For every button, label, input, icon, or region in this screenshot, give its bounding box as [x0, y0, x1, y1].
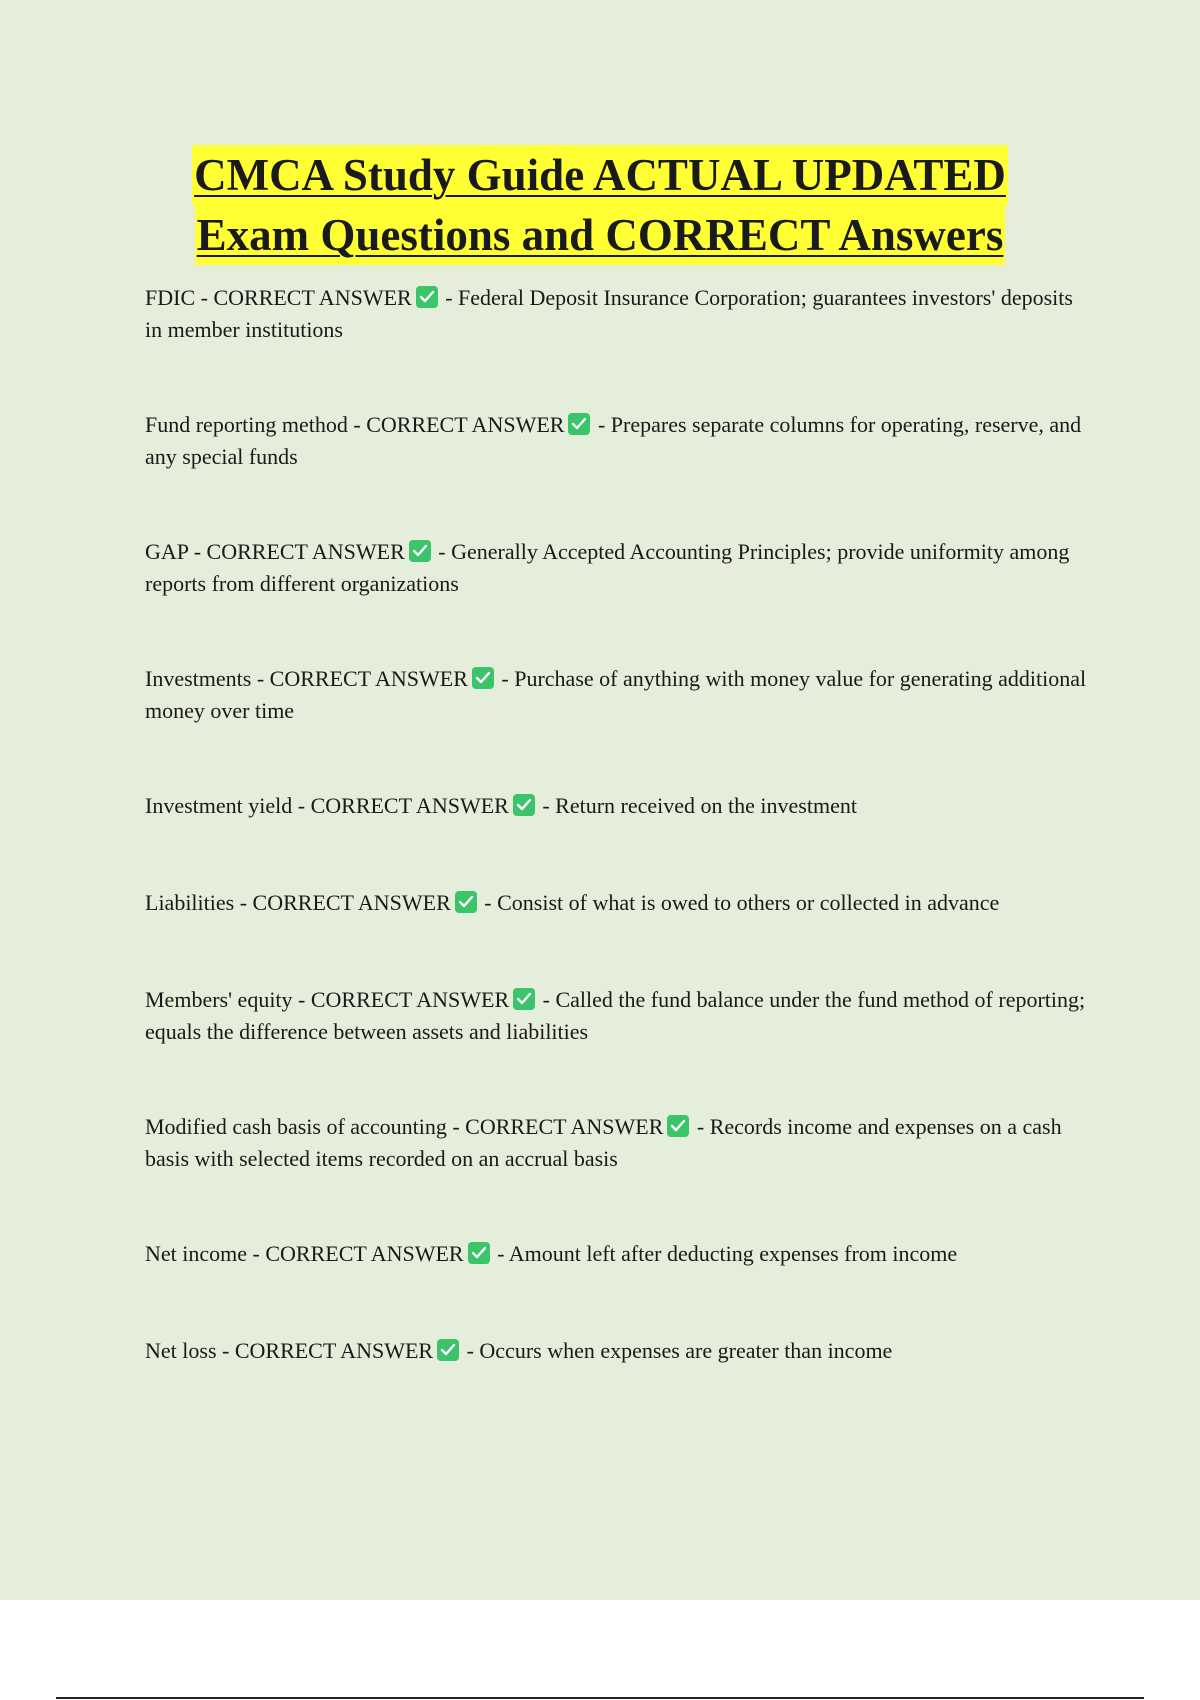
qa-entry: Members' equity - CORRECT ANSWER - Called the fund balance under the fund method of reporting; equals the difference between assets and liabilities — [145, 987, 1086, 1044]
answer-marker: CORRECT ANSWER — [269, 666, 468, 691]
entry-definition: Occurs when expenses are greater than income — [479, 1338, 893, 1363]
answer-marker: CORRECT ANSWER — [366, 412, 565, 437]
check-mark-icon — [667, 1115, 689, 1137]
check-mark-icon — [437, 1339, 459, 1361]
page-title — [0, 145, 1200, 265]
qa-entry: FDIC - CORRECT ANSWER - Federal Deposit Insurance Corporation; guarantees investors' deposits in member institutions — [145, 285, 1073, 342]
qa-entry: Investment yield - CORRECT ANSWER - Return received on the investment — [145, 793, 857, 818]
answer-marker: CORRECT ANSWER — [265, 1241, 464, 1266]
check-mark-icon — [472, 667, 494, 689]
qa-entry: Net income - CORRECT ANSWER - Amount left after deducting expenses from income — [145, 1241, 958, 1266]
qa-entry: Net loss - CORRECT ANSWER - Occurs when expenses are greater than income — [145, 1338, 893, 1363]
answer-marker: CORRECT ANSWER — [234, 1338, 434, 1363]
entry-definition: Records income and expenses on a cash basis with selected items recorded on an accrual basis — [145, 1114, 1062, 1171]
entry-definition: Generally Accepted Accounting Principles; provide uniformity among reports from different organizations — [145, 539, 1070, 596]
answer-marker: CORRECT ANSWER — [465, 1114, 664, 1139]
entry-definition: Amount left after deducting expenses from income — [508, 1241, 958, 1266]
entry-term: Members' equity — [145, 987, 293, 1012]
entry-term: Net income — [145, 1241, 248, 1266]
qa-entry: Fund reporting method - CORRECT ANSWER - Prepares separate columns for operating, reserve, and any special funds — [145, 412, 1082, 469]
check-mark-icon — [513, 794, 535, 816]
answer-marker: CORRECT ANSWER — [252, 890, 451, 915]
qa-entry: Modified cash basis of accounting - CORRECT ANSWER - Records income and expenses on a cash basis with selected items recorded on an accrual basis — [145, 1114, 1062, 1171]
qa-entry: GAP - CORRECT ANSWER - Generally Accepted Accounting Principles; provide uniformity among reports from different organizations — [145, 539, 1070, 596]
entry-definition: Federal Deposit Insurance Corporation; guarantees investors' deposits in member institutions — [145, 285, 1073, 342]
check-mark-icon — [455, 891, 477, 913]
qa-entry: Liabilities - CORRECT ANSWER - Consist of what is owed to others or collected in advance — [145, 890, 1000, 915]
entry-term: GAP — [145, 539, 189, 564]
entry-definition: Return received on the investment — [555, 793, 857, 818]
footer-divider — [56, 1697, 1144, 1699]
entry-term: Fund reporting method — [145, 412, 348, 437]
entry-term: Modified cash basis of accounting — [145, 1114, 447, 1139]
entry-term: Investment yield — [145, 793, 293, 818]
title-line-1: CMCA Study Guide ACTUAL UPDATED — [192, 145, 1008, 205]
answer-marker: CORRECT ANSWER — [310, 793, 509, 818]
entry-definition: Called the fund balance under the fund method of reporting; equals the difference between assets and liabilities — [145, 987, 1086, 1044]
check-mark-icon — [568, 413, 590, 435]
entry-term: Investments — [145, 666, 252, 691]
entry-term: Net loss — [145, 1338, 217, 1363]
entry-definition: Consist of what is owed to others or collected in advance — [497, 890, 1000, 915]
answer-marker: CORRECT ANSWER — [310, 987, 510, 1012]
entry-definition: Purchase of anything with money value for generating additional money over time — [145, 666, 1087, 723]
answer-marker: CORRECT ANSWER — [213, 285, 412, 310]
entry-term: FDIC — [145, 285, 196, 310]
entry-definition: Prepares separate columns for operating, reserve, and any special funds — [145, 412, 1082, 469]
check-mark-icon — [416, 286, 438, 308]
title-line-2: Exam Questions and CORRECT Answers — [195, 205, 1006, 265]
entry-term: Liabilities — [145, 890, 235, 915]
check-mark-icon — [513, 988, 535, 1010]
check-mark-icon — [409, 540, 431, 562]
answer-marker: CORRECT ANSWER — [206, 539, 405, 564]
qa-entry: Investments - CORRECT ANSWER - Purchase of anything with money value for generating additional money over time — [145, 666, 1087, 723]
check-mark-icon — [468, 1242, 490, 1264]
